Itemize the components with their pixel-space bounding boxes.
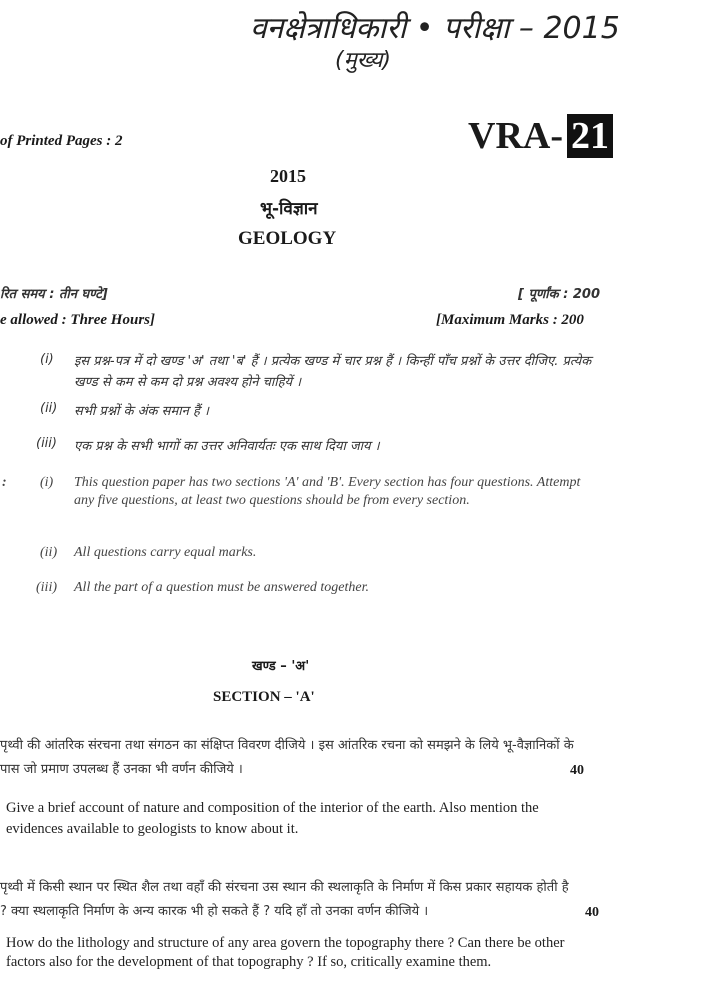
handwritten-exam-title: वनक्षेत्राधिकारी • परीक्षा – 2015 [250, 11, 620, 46]
hindi-instruction-num-1: (i) [40, 352, 54, 367]
question-1-english: Give a brief account of nature and composition of the interior of the earth. Also mention the evidences available to geologists to know about it. [6, 800, 539, 837]
time-english: e allowed : Three Hours] [0, 312, 155, 328]
marks-hindi: [ पूर्णांक : 200 [518, 287, 600, 302]
hindi-instruction-num-2: (ii) [40, 401, 58, 416]
english-instruction-2: All questions carry equal marks. [74, 545, 257, 560]
exam-year: 2015 [270, 166, 306, 186]
paper-code-number: 21 [567, 114, 613, 158]
question-2-english: How do the lithology and structure of any area govern the topography there ? Can there be other factors also for the development of that topography ? If so, critically examine them. [6, 935, 565, 970]
hindi-instruction-num-3: (iii) [36, 436, 57, 451]
english-instruction-num-2: (ii) [40, 545, 58, 560]
subject-english: GEOLOGY [238, 228, 337, 249]
hindi-instruction-3: एक प्रश्न के सभी भागों का उत्तर अनिवार्यतः एक साथ दिया जाय । [74, 439, 380, 454]
question-2-marks: 40 [585, 905, 599, 920]
hindi-instruction-2: सभी प्रश्नों के अंक समान हैं । [74, 404, 209, 419]
paper-code-prefix: VRA- [468, 115, 563, 157]
time-hindi: रित समय : तीन घण्टे] [0, 287, 108, 302]
english-instruction-3: All the part of a question must be answered together. [74, 580, 370, 595]
marks-english: [Maximum Marks : 200 [436, 312, 584, 328]
question-1-marks: 40 [570, 763, 584, 778]
paper-code [468, 114, 613, 158]
printed-pages: of Printed Pages : 2 [0, 133, 123, 149]
english-instruction-num-1: (i) [40, 475, 54, 490]
english-instruction-1: This question paper has two sections 'A' and 'B'. Every section has four questions. Attempt any five questions, at least two questions should be from every section. [74, 475, 581, 508]
section-heading-english: SECTION – 'A' [213, 689, 315, 705]
handwritten-sub: (मुख्य) [335, 48, 391, 73]
question-2-hindi: पृथ्वी में किसी स्थान पर स्थित शैल तथा वहाँ की संरचना उस स्थान की स्थलाकृति के निर्माण में किस प्रकार सहायक होती है ? क्या स्थलाकृति निर्माण के अन्य कारक भी हो सकते हैं ? यदि हाँ तो उनका वर्णन कीजिये । [0, 880, 569, 919]
section-heading-hindi: खण्ड – 'अ' [252, 659, 310, 674]
subject-hindi: भू-विज्ञान [260, 199, 318, 219]
english-instruction-label: : [2, 475, 7, 490]
question-1-hindi: पृथ्वी की आंतरिक संरचना तथा संगठन का संक्षिप्त विवरण दीजिये । इस आंतरिक रचना को समझने के लिये भू-वैज्ञानिकों के पास जो प्रमाण उपलब्ध हैं उनका भी वर्णन कीजिये । [0, 738, 574, 777]
hindi-instruction-1: इस प्रश्न-पत्र में दो खण्ड 'अ' तथा 'ब' हैं । प्रत्येक खण्ड में चार प्रश्न हैं । किन्हीं पाँच प्रश्नों के उत्तर दीजिए. प्रत्येक खण्ड से कम से कम दो प्रश्न अवश्य होने चाहियें । [74, 354, 592, 390]
english-instruction-num-3: (iii) [36, 580, 57, 595]
